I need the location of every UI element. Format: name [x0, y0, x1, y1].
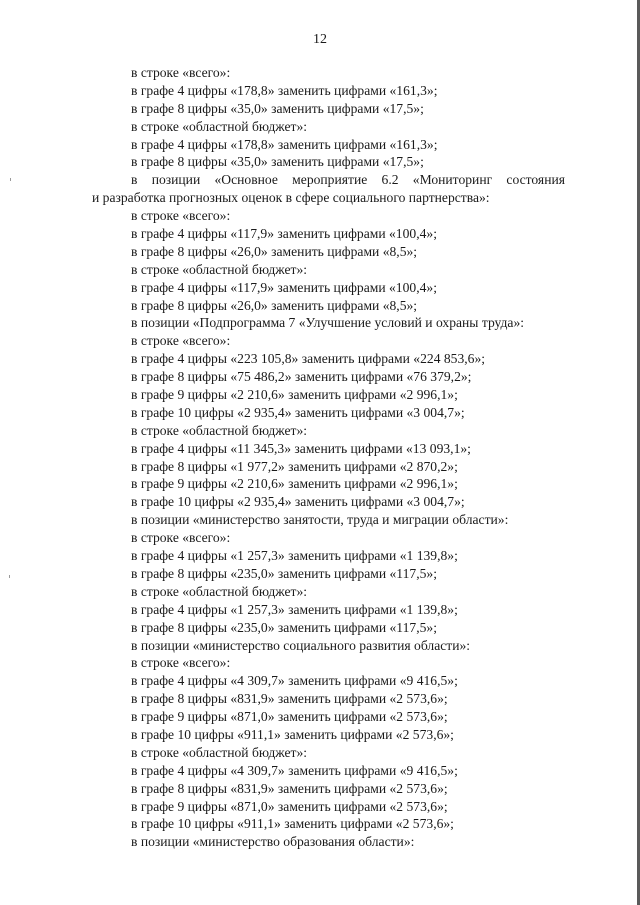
document-line: в строке «всего»:	[131, 65, 231, 80]
document-line: в графе 4 цифры «178,8» заменить цифрами «161,3»;	[131, 82, 438, 98]
page-number: 12	[313, 32, 327, 47]
document-line: в позиции «министерство занятости, труда и миграции области»:	[131, 512, 509, 528]
document-line: в графе 4 цифры «117,9» заменить цифрами «100,4»;	[131, 226, 437, 242]
document-line: в графе 8 цифры «26,0» заменить цифрами «8,5»;	[131, 243, 418, 259]
document-line: в позиции «министерство образования области»:	[131, 834, 415, 850]
document-line: в позиции «Основное мероприятие 6.2 «Мониторинг состояния	[131, 172, 565, 188]
document-line: в строке «всего»:	[131, 333, 231, 349]
document-line: и разработка прогнозных оценок в сфере социального партнерства»:	[92, 190, 490, 206]
scan-speck	[9, 575, 10, 578]
document-line: в графе 4 цифры «11 345,3» заменить цифрами «13 093,1»;	[131, 440, 471, 456]
document-line: в строке «областной бюджет»:	[131, 422, 308, 438]
document-line: в строке «всего»:	[131, 208, 231, 224]
document-line: в графе 8 цифры «75 486,2» заменить цифрами «76 379,2»;	[131, 369, 472, 385]
document-line: в графе 4 цифры «117,9» заменить цифрами «100,4»;	[131, 279, 437, 295]
document-line: в графе 9 цифры «871,0» заменить цифрами «2 573,6»;	[131, 798, 448, 814]
document-line: в графе 4 цифры «1 257,3» заменить цифрами «1 139,8»;	[131, 548, 458, 564]
document-line: в позиции «Подпрограмма 7 «Улучшение условий и охраны труда»:	[131, 315, 525, 331]
document-line: в графе 4 цифры «223 105,8» заменить цифрами «224 853,6»;	[131, 351, 486, 367]
document-line: в графе 9 цифры «871,0» заменить цифрами «2 573,6»;	[131, 709, 448, 725]
document-line: в строке «областной бюджет»:	[131, 261, 308, 277]
document-line: в графе 8 цифры «1 977,2» заменить цифрами «2 870,2»;	[131, 458, 458, 474]
document-line: в строке «областной бюджет»:	[131, 744, 308, 760]
document-line: в графе 8 цифры «35,0» заменить цифрами «17,5»;	[131, 100, 424, 116]
document-line: в графе 8 цифры «26,0» заменить цифрами «8,5»;	[131, 297, 418, 313]
document-line: в графе 9 цифры «2 210,6» заменить цифрами «2 996,1»;	[131, 476, 458, 492]
document-line: в графе 10 цифры «911,1» заменить цифрами «2 573,6»;	[131, 726, 454, 742]
document-line: в графе 4 цифры «4 309,7» заменить цифрами «9 416,5»;	[131, 673, 458, 689]
document-line: в графе 10 цифры «2 935,4» заменить цифрами «3 004,7»;	[131, 404, 465, 420]
document-line: в графе 4 цифры «178,8» заменить цифрами «161,3»;	[131, 136, 438, 152]
document-line: в графе 8 цифры «235,0» заменить цифрами «117,5»;	[131, 619, 437, 635]
document-line: в позиции «министерство социального развития области»:	[131, 637, 471, 653]
document-line: в графе 10 цифры «2 935,4» заменить цифрами «3 004,7»;	[131, 494, 465, 510]
document-line: в строке «всего»:	[131, 530, 231, 546]
document-line: в графе 4 цифры «4 309,7» заменить цифрами «9 416,5»;	[131, 762, 458, 778]
document-line: в графе 8 цифры «831,9» заменить цифрами «2 573,6»;	[131, 780, 448, 796]
document-body	[92, 64, 565, 851]
document-line: в строке «областной бюджет»:	[131, 118, 308, 134]
document-line: в графе 4 цифры «1 257,3» заменить цифрами «1 139,8»;	[131, 601, 458, 617]
document-line: в графе 10 цифры «911,1» заменить цифрами «2 573,6»;	[131, 816, 454, 832]
document-line: в графе 8 цифры «831,9» заменить цифрами «2 573,6»;	[131, 691, 448, 707]
document-line: в строке «всего»:	[131, 655, 231, 671]
document-line: в строке «областной бюджет»:	[131, 583, 308, 599]
document-line: в графе 8 цифры «235,0» заменить цифрами «117,5»;	[131, 565, 437, 581]
scan-speck	[10, 178, 11, 181]
document-line: в графе 9 цифры «2 210,6» заменить цифрами «2 996,1»;	[131, 387, 458, 403]
document-line: в графе 8 цифры «35,0» заменить цифрами «17,5»;	[131, 154, 424, 170]
